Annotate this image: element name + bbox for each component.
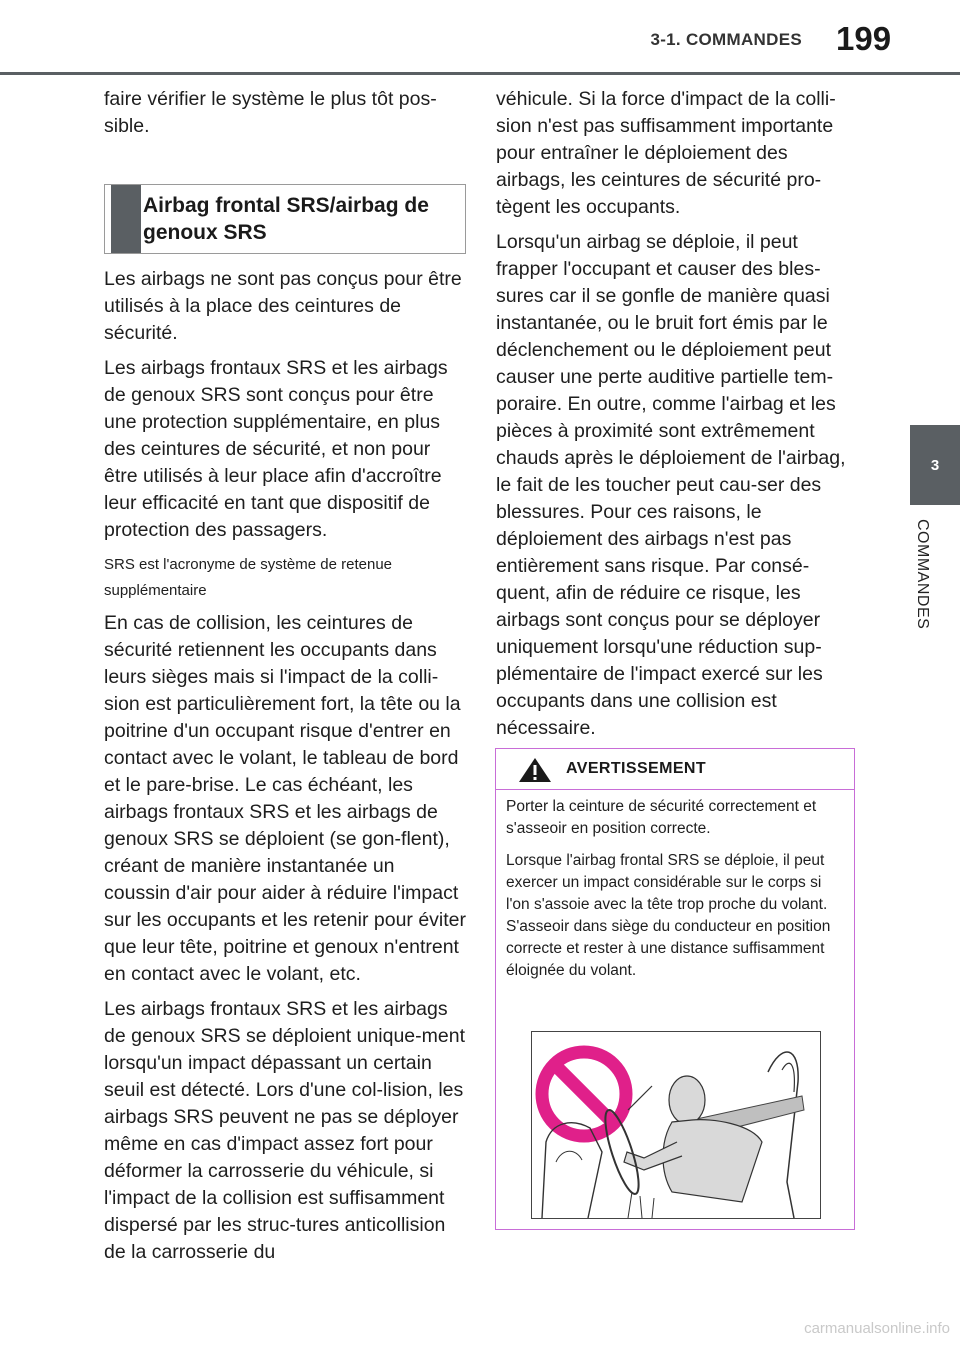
body-paragraph: Les airbags frontaux SRS et les airbags de genoux SRS sont conçus pour être une protection supplémentaire, en plus des ceintures de sécurité, et non pour être utilisés à leur place afin d'accroître leur efficacité en tant que dispositif de protection des passagers. <box>104 357 448 541</box>
warning-paragraph: Porter la ceinture de sécurité correctement et s'asseoir en position correcte. <box>506 798 817 837</box>
section-heading-box <box>104 184 466 254</box>
right-column <box>496 86 856 750</box>
driver-position-illustration <box>531 1031 821 1219</box>
intro-paragraph: faire vérifier le système le plus tôt pos-sible. <box>104 88 437 137</box>
page-number: 199 <box>836 20 892 57</box>
chapter-number: 3 <box>930 456 940 474</box>
body-paragraph: Lorsqu'un airbag se déploie, il peut frapper l'occupant et causer des bles-sures car il se gonfle de manière quasi instantanée, ou le bruit fort émis par le déclenchement ou le déploiement peut causer une perte auditive partielle tem-poraire. En outre, comme l'airbag et les pièces à proximité sont extrêmement chauds après le déploiement de l'airbag, le fait de les toucher peut cau-ser des blessures. Pour ces raisons, le déploiement des airbags n'est pas entièrement sans risque. Par consé-quent, afin de réduire ce risque, les airbags sont conçus pour se déployer uniquement lorsqu'une réduction sup-plémentaire de l'impact exercé sur les occupants dans une collision est nécessaire. <box>496 231 846 739</box>
warning-body <box>496 790 854 982</box>
illustration-drawing <box>532 1032 820 1218</box>
heading-marker-bar <box>111 185 141 253</box>
left-column <box>104 86 466 1274</box>
chapter-label-strip <box>905 505 960 1205</box>
warning-paragraph: Lorsque l'airbag frontal SRS se déploie, il peut exercer un impact considérable sur le corps si l'on s'assoie avec la tête trop proche du volant. S'asseoir dans siège du conducteur en position correcte et rester à une distance suffisamment éloignée du volant. <box>506 852 831 979</box>
chapter-tab[interactable] <box>910 425 960 505</box>
warning-title: AVERTISSEMENT <box>566 760 707 777</box>
body-paragraph: Les airbags frontaux SRS et les airbags de genoux SRS se déploient unique-ment lorsqu'un impact dépassant un certain seuil est détecté. Lors d'une col-lision, les airbags SRS peuvent ne pas se déployer même en cas d'impact assez fort pour déformer la carrosserie du véhicule, si l'impact de la collision est suffisamment dispersé par les struc-tures anticollision de la carrosserie du <box>104 998 465 1263</box>
warning-header <box>496 749 854 790</box>
body-paragraph: véhicule. Si la force d'impact de la colli-sion n'est pas suffisamment importante pour entraîner le déploiement des airbags, les ceintures de sécurité pro-tègent les occupants. <box>496 88 836 218</box>
note-paragraph: SRS est l'acronyme de système de retenue supplémentaire <box>104 556 393 599</box>
warning-triangle-icon <box>518 757 552 783</box>
section-title: 3-1. COMMANDES <box>650 30 802 49</box>
warning-box <box>495 748 855 1230</box>
body-paragraph: Les airbags ne sont pas conçus pour être utilisés à la place des ceintures de sécurité. <box>104 268 462 344</box>
body-paragraph: En cas de collision, les ceintures de sécurité retiennent les occupants dans leurs sièges mais si l'impact de la colli-sion est particulièrement fort, la tête ou la poitrine d'un occupant risque d'entrer en contact avec le volant, le tableau de bord et le pare-brise. Le cas échéant, les airbags frontaux SRS et les airbags de genoux SRS se déploient (se gon-flent), créant de manière instantanée un coussin d'air pour aider à réduire l'impact sur les occupants et les retenir pour éviter que leur tête, poitrine et genoux n'entrent en contact avec le volant, etc. <box>104 612 467 985</box>
header-divider <box>0 72 960 75</box>
chapter-label: COMMANDES <box>914 519 931 630</box>
section-heading: Airbag frontal SRS/airbag de genoux SRS <box>143 194 429 244</box>
watermark: carmanualsonline.info <box>804 1320 950 1337</box>
